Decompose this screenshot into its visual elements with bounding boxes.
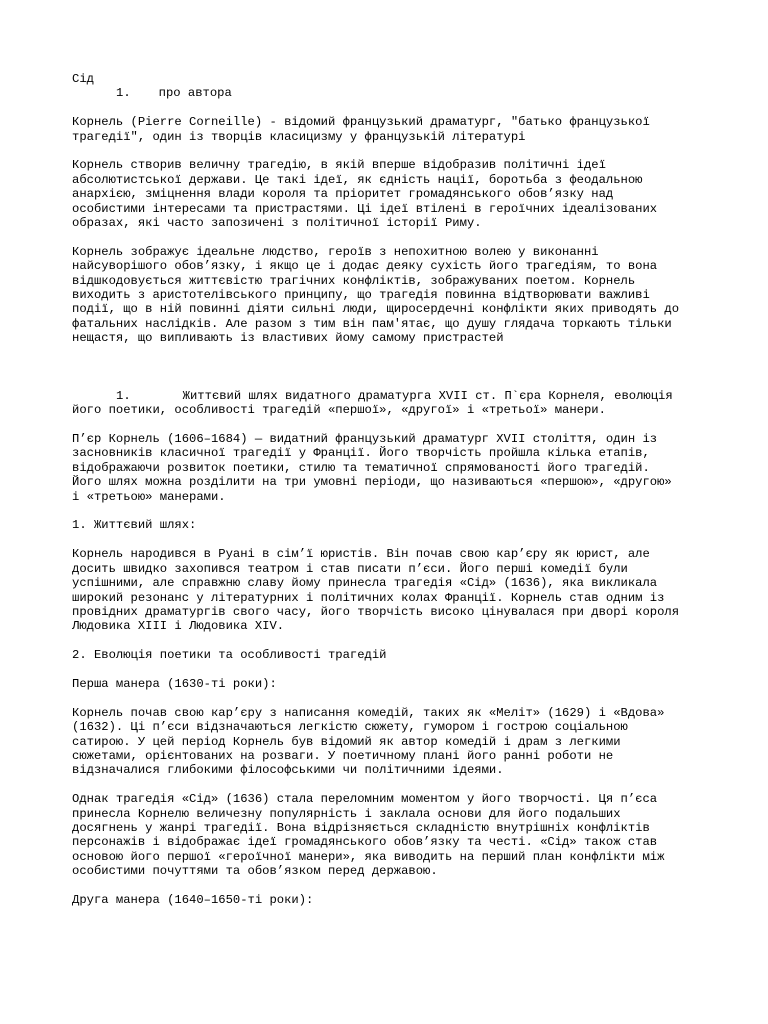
text-line: персонажів і відображає ідеї громадянського обов’язку та честі. «Сід» також став (72, 835, 658, 850)
text-line: сюжетами, орієнтованих на розваги. У поетичному плані його ранні роботи не (72, 748, 614, 763)
paragraph (72, 792, 722, 878)
text-line: Корнель створив величну трагедію, в якій вперше відобразив політичні ідеї (72, 158, 606, 173)
paragraph (72, 432, 722, 504)
text-line: досить швидко захопився театром і став писати п’єси. Його перші комедії були (72, 561, 628, 576)
text-line: анархією, зміцнення влади короля та пріоритет громадянського обов’язку над (72, 187, 614, 202)
heading-text: про автора (158, 86, 232, 101)
text-line: і «третьою» манерами. (72, 489, 226, 504)
text-line: особистими інтересами та пристрастями. Ці ідеї втілені в героїчних ідеалізованих (72, 201, 658, 216)
paragraph (72, 158, 722, 230)
text-line: особистими почуттями та обов’язком перед державою. (72, 864, 438, 879)
text-line: нещастя, що випливають із властивих йому самому пристрастей (72, 331, 504, 346)
paragraph (72, 245, 722, 346)
text-line: Людовика XIII і Людовика XIV. (72, 619, 285, 634)
text-line: абсолютистської держави. Це такі ідеї, як єдність нації, боротьба з феодальною (72, 172, 643, 187)
text-line: сатирою. У цей період Корнель був відомий як автор комедій і драм з легкими (72, 734, 621, 749)
text-line: основою його першої «героїчної манери», яка виводить на перший план конфлікти між (72, 849, 665, 864)
document-title: Сід (72, 72, 94, 86)
text-line: відзначалися глибокими філософськими чи політичними ідеями. (72, 763, 504, 778)
text-line: успішними, але справжню славу йому принесла трагедія «Сід» (1636), яка викликала (72, 576, 658, 591)
text-line: Корнель народився в Руані в сім’ї юристів. Він почав свою кар’єру як юрист, але (72, 547, 650, 562)
text-line: широкий резонанс у літературних і політичних колах Франції. Корнель став одним із (72, 590, 665, 605)
text-line: Однак трагедія «Сід» (1636) стала переломним моментом у його творчості. Ця п’єса (72, 792, 658, 807)
text-line: досягнень у жанрі трагедії. Вона відрізняється складністю внутрішніх конфліктів (72, 820, 650, 835)
text-line: відшкодовується життєвістю трагічних конфліктів, зображуваних поетом. Корнель (72, 273, 636, 288)
paragraph (72, 706, 722, 778)
text-line: виходить з аристотелівського принципу, що трагедія повинна відтворювати важливі (72, 288, 650, 303)
text-line: Корнель (Pierre Corneille) - відомий французький драматург, "батько французької (72, 115, 650, 130)
paragraph (72, 547, 722, 633)
text-line: образах, які часто запозичені з політичної історії Риму. (72, 216, 482, 231)
heading-number: 1. (116, 86, 131, 101)
text-line: Корнель почав свою кар’єру з написання комедій, таких як «Меліт» (1629) і «Вдова» (72, 705, 665, 720)
section-heading-life-path (72, 389, 722, 418)
heading-number: 1. (116, 388, 131, 403)
section-heading-author (72, 86, 722, 100)
heading-text: Життєвий шлях видатного драматурга XVII ст. П`єра Корнеля, еволюція (182, 388, 673, 403)
subsection-title: Перша манера (1630-ті роки): (72, 676, 277, 691)
text-line: (1632). Ці п’єси відзначаються легкістю сюжету, гумором і гострою соціальною (72, 720, 628, 735)
text-line: події, що в ній повинні діяти сильні люди, щиросердечні конфлікти яких приводять до (72, 302, 680, 317)
text-line: трагедії", один із творців класицизму у французькій літературі (72, 129, 526, 144)
text-line: провідних драматургів свого часу, його творчість високо цінувалася при дворі короля (72, 604, 680, 619)
text-line: найсуворішого обов’язку, і якщо це і додає деяку сухість його трагедіям, то вона (72, 259, 658, 274)
section-title: 1. Життєвий шлях: (72, 518, 197, 533)
text-line: П’єр Корнель (1606–1684) — видатний французький драматург XVII століття, один із (72, 432, 658, 447)
text-line: принесла Корнелю величезну популярність і заклала основи для його подальших (72, 806, 621, 821)
section-title: 2. Еволюція поетики та особливості трагедій (72, 648, 387, 663)
text-line: засновників класичної трагедії у Франції. Його творчість пройшла кілька етапів, (72, 446, 650, 461)
text-line: фатальних наслідків. Але разом з тим він пам'ятає, що душу глядача торкають тільки (72, 316, 672, 331)
heading-continuation: його поетики, особливості трагедій «першої», «другої» і «третьої» манери. (72, 403, 606, 418)
subsection-title: Друга манера (1640–1650-ті роки): (72, 892, 314, 907)
paragraph (72, 115, 722, 144)
text-line: Корнель зображує ідеальне людство, героїв з непохитною волею у виконанні (72, 244, 599, 259)
text-line: Його шлях можна розділити на три умовні періоди, що називаються «першою», «другою» (72, 475, 672, 490)
text-line: відображаючи розвиток поетики, стилю та тематичної спрямованості його трагедій. (72, 460, 650, 475)
document-page (72, 72, 722, 907)
